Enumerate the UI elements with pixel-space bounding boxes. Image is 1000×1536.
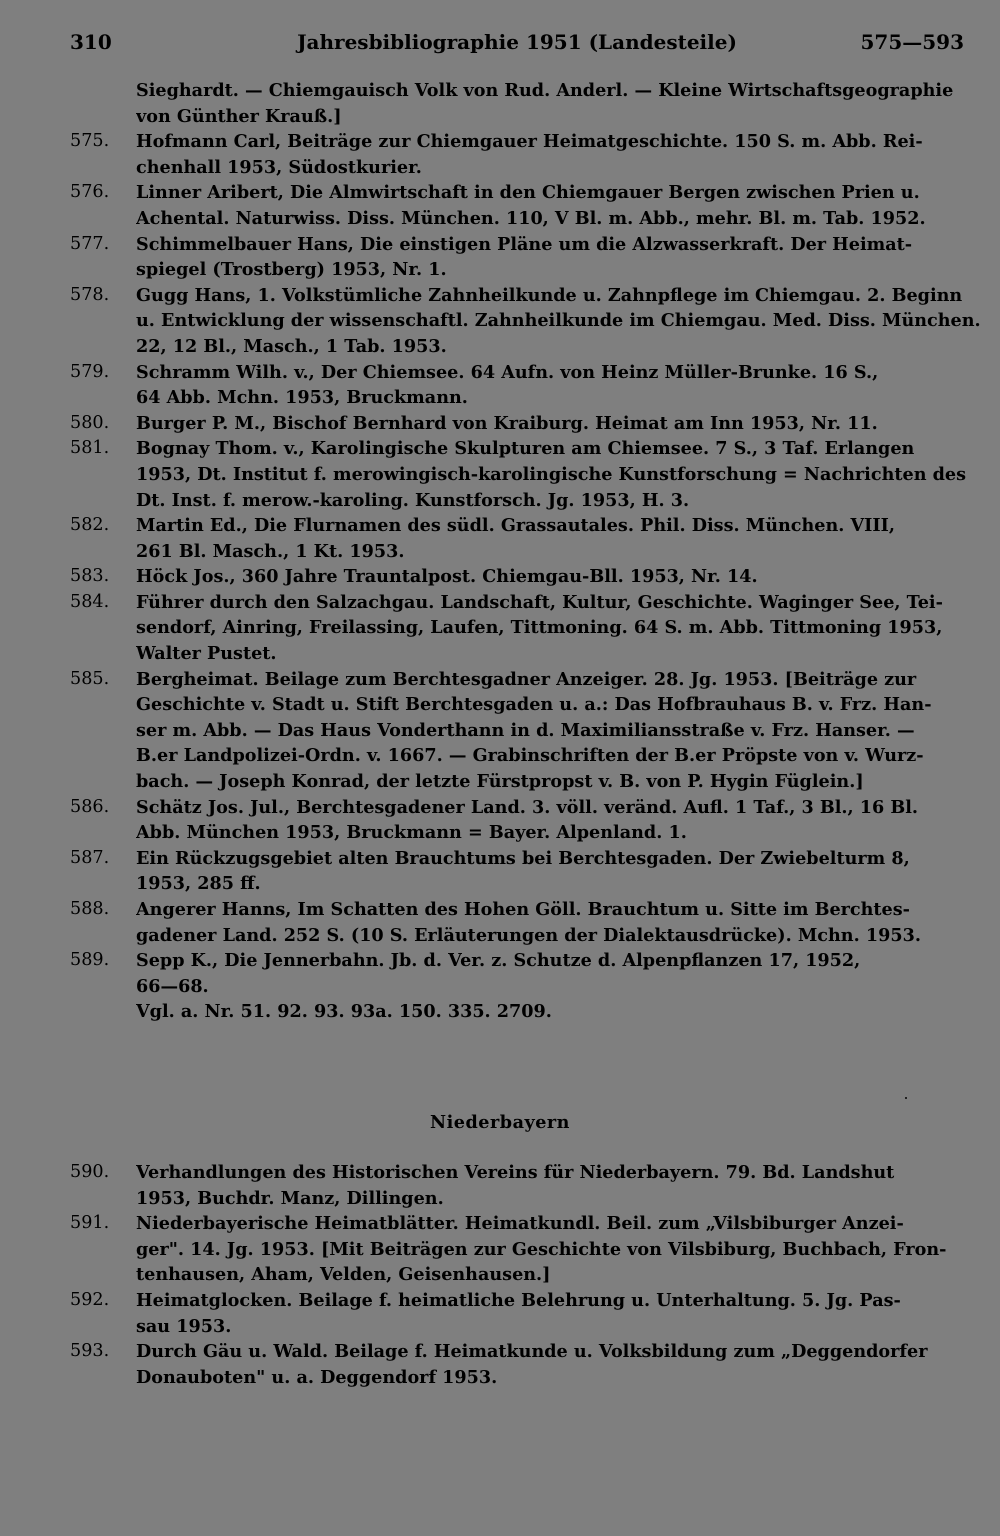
bibliography-entry <box>70 590 964 667</box>
entry-number: 587. <box>70 847 110 868</box>
entry-number: 590. <box>70 1162 110 1182</box>
entry-text <box>136 360 964 411</box>
bibliography-entry <box>70 564 964 590</box>
entry-text <box>136 846 964 897</box>
entry-number: 592. <box>70 1289 110 1310</box>
entry-number: 589. <box>70 950 110 971</box>
entry-line: chenhall 1953, Südostkurier. <box>136 156 422 178</box>
entry-line: sendorf, Ainring, Freilassing, Laufen, Tittmoning. 64 S. m. Abb. Tittmoning 1953, <box>136 617 943 639</box>
entry-line: Abb. München 1953, Bruckmann = Bayer. Alpenland. 1. <box>136 822 687 844</box>
entry-range: 575—593 <box>860 30 964 54</box>
entry-number: 593. <box>70 1341 110 1362</box>
entry-line: u. Entwicklung der wissenschaftl. Zahnheilkunde im Chiemgau. Med. Diss. München. <box>136 310 981 332</box>
bibliography-entry <box>70 232 964 283</box>
entry-text <box>136 436 966 513</box>
entry-line: Sepp K., Die Jennerbahn. Jb. d. Ver. z. Schutze d. Alpenpflanzen 17, 1952, <box>136 950 861 972</box>
bibliography-entry <box>70 1211 964 1288</box>
bibliography-entries-bottom <box>70 1160 964 1390</box>
bibliography-entry <box>70 129 964 180</box>
entry-line: Schätz Jos. Jul., Berchtesgadener Land. 3. völl. veränd. Aufl. 1 Taf., 3 Bl., 16 Bl. <box>136 796 919 818</box>
section-heading: Niederbayern <box>430 1112 570 1133</box>
entry-line: 22, 12 Bl., Masch., 1 Tab. 1953. <box>136 335 447 357</box>
page-header <box>70 30 964 60</box>
entry-number: 575. <box>70 131 110 152</box>
entry-line: Vgl. a. Nr. 51. 92. 93. 93a. 150. 335. 2709. <box>136 1001 552 1023</box>
bibliography-entry <box>70 436 967 513</box>
entry-line: Höck Jos., 360 Jahre Trauntalpost. Chiemgau-Bll. 1953, Nr. 14. <box>136 566 758 588</box>
bibliography-entry <box>70 1288 964 1339</box>
entry-text <box>136 1211 964 1288</box>
entry-line: Geschichte v. Stadt u. Stift Berchtesgaden u. a.: Das Hofbrauhaus B. v. Frz. Han- <box>136 694 932 716</box>
bibliography-entry <box>70 411 964 437</box>
entry-number: 581. <box>70 438 110 459</box>
entry-line: 261 Bl. Masch., 1 Kt. 1953. <box>136 540 405 562</box>
entry-line: Dt. Inst. f. merow.-karoling. Kunstforsch. Jg. 1953, H. 3. <box>136 489 690 511</box>
page-number: 310 <box>70 30 112 54</box>
bibliography-entry <box>70 513 964 564</box>
entry-number: 586. <box>70 796 110 817</box>
bibliography-entry <box>70 360 964 411</box>
entry-text <box>136 1288 964 1339</box>
entry-number: 580. <box>70 412 110 433</box>
entry-text <box>136 232 964 283</box>
entry-text <box>136 795 964 846</box>
print-speck <box>905 1097 907 1099</box>
entry-number: 576. <box>70 182 110 203</box>
entry-line: 66—68. <box>136 975 209 997</box>
entry-line: 1953, Buchdr. Manz, Dillingen. <box>136 1187 444 1209</box>
entry-text <box>136 948 964 1025</box>
entry-text <box>136 564 964 590</box>
entry-line: Walter Pustet. <box>136 643 277 665</box>
entry-line: Ein Rückzugsgebiet alten Brauchtums bei Berchtesgaden. Der Zwiebelturm 8, <box>136 847 910 869</box>
entry-text <box>136 590 964 667</box>
entry-line: 1953, 285 ff. <box>136 873 261 895</box>
bibliography-entry <box>70 795 964 846</box>
entry-text <box>136 1160 964 1211</box>
entry-line: Linner Aribert, Die Almwirtschaft in den Chiemgauer Bergen zwischen Prien u. <box>136 182 920 204</box>
entry-text <box>136 78 964 129</box>
bibliography-entry <box>70 1160 964 1211</box>
entry-line: Burger P. M., Bischof Bernhard von Kraiburg. Heimat am Inn 1953, Nr. 11. <box>136 412 878 434</box>
entry-line: 64 Abb. Mchn. 1953, Bruckmann. <box>136 387 468 409</box>
bibliography-entry <box>70 78 964 129</box>
entry-line: Heimatglocken. Beilage f. heimatliche Belehrung u. Unterhaltung. 5. Jg. Pas- <box>136 1289 901 1311</box>
bibliography-entry <box>70 897 964 948</box>
entry-line: Martin Ed., Die Flurnamen des südl. Grassautales. Phil. Diss. München. VIII, <box>136 515 895 537</box>
entry-line: Bergheimat. Beilage zum Berchtesgadner Anzeiger. 28. Jg. 1953. [Beiträge zur <box>136 668 917 690</box>
bibliography-entry <box>70 1339 964 1390</box>
running-title: Jahresbibliographie 1951 (Landesteile) <box>297 30 737 54</box>
entry-number: 583. <box>70 566 110 587</box>
entry-text <box>136 1339 964 1390</box>
entry-line: ger". 14. Jg. 1953. [Mit Beiträgen zur Geschichte von Vilsbiburg, Buchbach, Fron- <box>136 1238 947 1260</box>
entry-line: Niederbayerische Heimatblätter. Heimatkundl. Beil. zum „Vilsbiburger Anzei- <box>136 1213 904 1235</box>
entry-line: Verhandlungen des Historischen Vereins für Niederbayern. 79. Bd. Landshut <box>136 1162 895 1183</box>
entry-text <box>136 667 964 795</box>
entry-line: Achental. Naturwiss. Diss. München. 110, V Bl. m. Abb., mehr. Bl. m. Tab. 1952. <box>136 207 926 229</box>
entry-line: sau 1953. <box>136 1315 232 1337</box>
entry-number: 578. <box>70 284 110 305</box>
entry-line: Sieghardt. — Chiemgauisch Volk von Rud. Anderl. — Kleine Wirtschaftsgeographie <box>136 80 954 101</box>
entry-line: tenhausen, Aham, Velden, Geisenhausen.] <box>136 1264 551 1286</box>
bibliography-entries-top <box>70 78 981 1025</box>
entry-number: 582. <box>70 515 110 536</box>
entry-line: Schramm Wilh. v., Der Chiemsee. 64 Aufn. von Heinz Müller-Brunke. 16 S., <box>136 361 879 383</box>
entry-line: Durch Gäu u. Wald. Beilage f. Heimatkunde u. Volksbildung zum „Deggendorfer <box>136 1341 928 1363</box>
entry-number: 577. <box>70 233 110 254</box>
entry-line: Führer durch den Salzachgau. Landschaft, Kultur, Geschichte. Waginger See, Tei- <box>136 591 943 613</box>
bibliography-entry <box>70 667 964 795</box>
entry-number: 585. <box>70 668 110 689</box>
entry-text <box>136 129 964 180</box>
entry-text <box>136 411 964 437</box>
entry-line: Angerer Hanns, Im Schatten des Hohen Göll. Brauchtum u. Sitte im Berchtes- <box>136 899 910 920</box>
entry-line: ser m. Abb. — Das Haus Vonderthann in d. Maximiliansstraße v. Frz. Hanser. — <box>136 719 915 741</box>
entry-line: bach. — Joseph Konrad, der letzte Fürstpropst v. B. von P. Hygin Füglein.] <box>136 771 864 793</box>
entry-text <box>136 283 981 360</box>
entry-number: 584. <box>70 591 110 612</box>
entry-line: Donauboten" u. a. Deggendorf 1953. <box>136 1366 498 1388</box>
entry-line: Bognay Thom. v., Karolingische Skulpturen am Chiemsee. 7 S., 3 Taf. Erlangen <box>136 438 915 460</box>
entry-line: Schimmelbauer Hans, Die einstigen Pläne um die Alzwasserkraft. Der Heimat- <box>136 233 913 255</box>
bibliography-entry <box>70 180 964 231</box>
entry-line: Gugg Hans, 1. Volkstümliche Zahnheilkunde u. Zahnpflege im Chiemgau. 2. Beginn <box>136 284 963 306</box>
bibliography-entry <box>70 283 981 360</box>
entry-text <box>136 897 964 948</box>
entry-number: 591. <box>70 1213 110 1234</box>
entry-line: gadener Land. 252 S. (10 S. Erläuterungen der Dialektausdrücke). Mchn. 1953. <box>136 924 921 946</box>
entry-line: 1953, Dt. Institut f. merowingisch-karolingische Kunstforschung = Nachrichten des <box>136 463 967 485</box>
entry-line: von Günther Krauß.] <box>136 105 342 127</box>
entry-line: spiegel (Trostberg) 1953, Nr. 1. <box>136 259 447 281</box>
bibliography-entry <box>70 948 964 1025</box>
bibliography-entry <box>70 846 964 897</box>
entry-number: 579. <box>70 361 110 382</box>
entry-text <box>136 180 964 231</box>
entry-number: 588. <box>70 899 110 919</box>
entry-line: B.er Landpolizei-Ordn. v. 1667. — Grabinschriften der B.er Pröpste von v. Wurz- <box>136 745 924 767</box>
entry-line: Hofmann Carl, Beiträge zur Chiemgauer Heimatgeschichte. 150 S. m. Abb. Rei- <box>136 131 923 153</box>
entry-text <box>136 513 964 564</box>
